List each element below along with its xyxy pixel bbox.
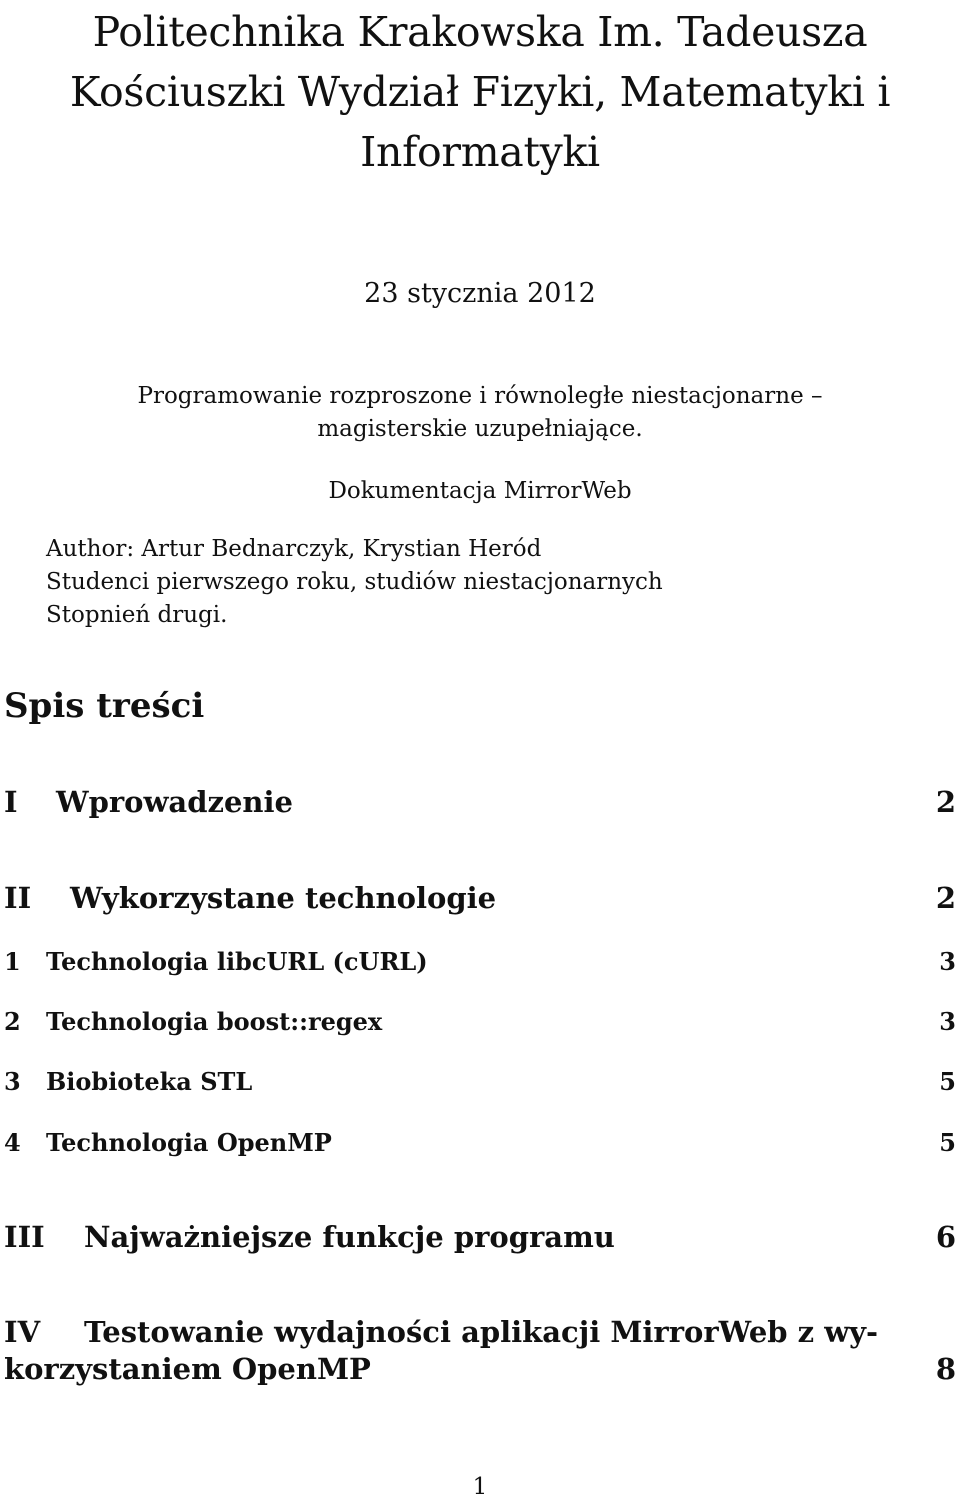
toc-section-3[interactable] (4, 1066, 956, 1098)
toc-part-page: 2 (935, 881, 956, 915)
toc-section-label: Technologia OpenMP (46, 1128, 332, 1157)
toc-section-number: 3 (4, 1067, 21, 1096)
institution-line-1: Politechnika Krakowska Im. Tadeusza (92, 8, 868, 56)
toc-section-page: 5 (939, 1128, 956, 1157)
toc-part-number: I (4, 785, 18, 819)
toc-section-4[interactable] (4, 1127, 956, 1159)
course-line-1: Programowanie rozproszone i równoległe niestacjonarne – (137, 383, 823, 409)
toc-section-label: Technologia boost::regex (46, 1007, 383, 1036)
toc-part-label: Wykorzystane technologie (70, 881, 497, 915)
toc-part-page: 2 (935, 785, 956, 819)
toc-part-label-line-1: Testowanie wydajności aplikacji MirrorWeb z wy- (84, 1315, 879, 1349)
toc-section-number: 2 (4, 1007, 21, 1036)
course-line-2: magisterskie uzupełniające. (317, 416, 643, 442)
toc-part-3[interactable] (4, 1219, 956, 1256)
author-line-1: Author: Artur Bednarczyk, Krystian Heród (46, 536, 542, 562)
toc-part-4[interactable] (4, 1314, 956, 1388)
toc-section-page: 5 (939, 1067, 956, 1096)
toc-section-1[interactable] (4, 946, 956, 978)
institution-title (0, 2, 960, 182)
document-date: 23 stycznia 2012 (364, 278, 596, 309)
toc-section-2[interactable] (4, 1006, 956, 1038)
document-title: Dokumentacja MirrorWeb (328, 478, 632, 504)
author-line-3: Stopnień drugi. (46, 602, 228, 628)
toc-part-number: IV (4, 1315, 41, 1349)
page-number: 1 (472, 1474, 488, 1500)
toc-section-number: 4 (4, 1128, 21, 1157)
toc-section-label: Biobioteka STL (46, 1067, 253, 1096)
toc-section-page: 3 (939, 947, 956, 976)
toc-heading: Spis treści (4, 686, 205, 726)
institution-line-2: Kościuszki Wydział Fizyki, Matematyki i (69, 68, 891, 116)
toc-part-label: Wprowadzenie (56, 785, 293, 819)
toc-part-page: 8 (935, 1352, 956, 1386)
author-line-2: Studenci pierwszego roku, studiów niestacjonarnych (46, 569, 663, 595)
toc-part-page: 6 (935, 1220, 956, 1254)
course-name (0, 380, 960, 446)
toc-part-label-line-2: korzystaniem OpenMP (4, 1352, 371, 1386)
author-block (46, 533, 663, 632)
toc-section-number: 1 (4, 947, 21, 976)
institution-line-3: Informatyki (360, 128, 600, 176)
toc-part-number: II (4, 881, 32, 915)
toc-section-label: Technologia libcURL (cURL) (46, 947, 428, 976)
toc-part-1[interactable] (4, 784, 956, 821)
toc-part-2[interactable] (4, 880, 956, 917)
toc-section-page: 3 (939, 1007, 956, 1036)
toc-part-number: III (4, 1220, 45, 1254)
toc-part-label: Najważniejsze funkcje programu (84, 1220, 615, 1254)
